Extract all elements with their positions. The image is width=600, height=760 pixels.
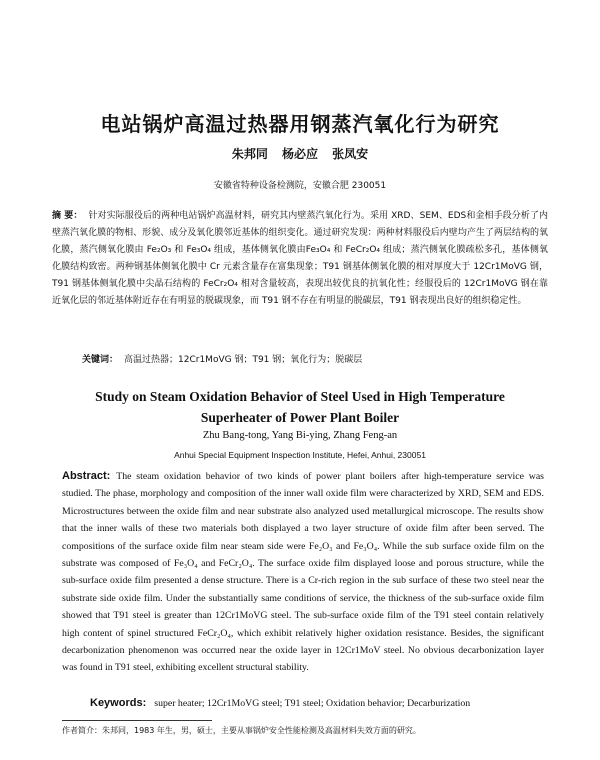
english-affiliation: Anhui Special Equipment Inspection Institute, Hefei, Anhui, 230051 [174, 450, 426, 460]
english-abstract-text: The steam oxidation behavior of two kinds of power plant boilers after high-temperature service was studied. The phase, morphology and composition of the inner wall oxide film were characterized by XRD, SEM and EDS. Microstructures between the oxide film and near substrate also analyzed used metallurgical microscope. The results show that the inner walls of these two materials both displayed a two layer structure of oxide film after been served. The compositions of the surface oxide film near steam side were Fe₂O₃ and Fe₃O₄. While the sub surface oxide film on the substrate was composed of Fe₃O₄ and FeCr₂O₄. The surface oxide film displayed loose and porous structure, while the sub-surface oxide film presented a dense structure. There is a Cr-rich region in the sub surface of these two steel near the substrate side oxide film. Under the substantially same conditions of service, the thickness of the sub-surface oxide film showed that T91 steel is greater than 12Cr1MoVG steel. The sub-surface oxide film of the T91 steel contain relatively high content of spinel structured FeCr₂O₄, which exhibit relatively higher oxidation resistance. Besides, the significant decarbonization phenomenon was occurred near the oxide layer in 12Cr1MoV steel. No obvious decarbonization layer was found in T91 steel, exhibiting excellent structural stability. [62, 471, 544, 674]
english-abstract [62, 468, 544, 677]
english-title-line-1: Study on Steam Oxidation Behavior of Steel Used in High Temperature [95, 389, 505, 404]
chinese-abstract-text: 针对实际服役后的两种电站锅炉高温材料，研究其内壁蒸汽氧化行为。采用 XRD、SEM、EDS和金相手段分析了内壁蒸汽氧化膜的物相、形貌、成分及氧化膜邻近基体的组织变化。通过研究发现：两种材料服役后内壁均产生了两层结构的氧化膜，蒸汽侧氧化膜由 Fe₂O₃ 和 Fe₃O₄ 组成，基体侧氧化膜由Fe₃O₄ 和 FeCr₂O₄ 组成；蒸汽侧氧化膜疏松多孔，基体侧氧化膜结构致密。两种钢基体侧氧化膜中 Cr 元素含量存在富集现象；T91 钢基体侧氧化膜的相对厚度大于 12Cr1MoVG 钢，T91 钢基体侧氧化膜中尖晶石结构的 FeCr₂O₄ 相对含量较高，表现出较优良的抗氧化性；经服役后的 12Cr1MoVG 钢在靠近氧化层的邻近基体附近存在有明显的脱碳现象，而 T91 钢不存在有明显的脱碳层，T91 钢表现出良好的组织稳定性。 [52, 211, 548, 306]
english-keywords [90, 697, 548, 709]
chinese-title: 电站锅炉高温过热器用钢蒸汽氧化行为研究 [100, 112, 500, 136]
chinese-affiliation: 安徽省特种设备检测院，安徽合肥 230051 [213, 181, 387, 191]
english-abstract-label: Abstract: [62, 470, 111, 482]
english-title [0, 386, 600, 428]
author-footnote: 作者简介：朱邦同，1983 年生，男，硕士，主要从事锅炉安全性能检测及高温材料失效方面的研究。 [62, 726, 421, 735]
chinese-abstract [52, 208, 548, 310]
footnote-rule [62, 720, 212, 721]
chinese-abstract-label: 摘 要： [52, 211, 83, 221]
english-authors: Zhu Bang-tong, Yang Bi-ying, Zhang Feng-an [202, 430, 398, 441]
chinese-authors: 朱邦同 杨必应 张凤安 [231, 147, 369, 161]
english-keywords-label: Keywords: [90, 697, 147, 709]
english-keywords-text: super heater; 12Cr1MoVG steel; T91 steel; Oxidation behavior; Decarburization [154, 698, 471, 709]
english-title-line-2: Superheater of Power Plant Boiler [200, 410, 400, 425]
chinese-keywords [82, 352, 548, 365]
chinese-keywords-text: 高温过热器；12Cr1MoVG 钢；T91 钢；氧化行为；脱碳层 [124, 355, 363, 365]
chinese-keywords-label: 关键词： [82, 355, 119, 365]
